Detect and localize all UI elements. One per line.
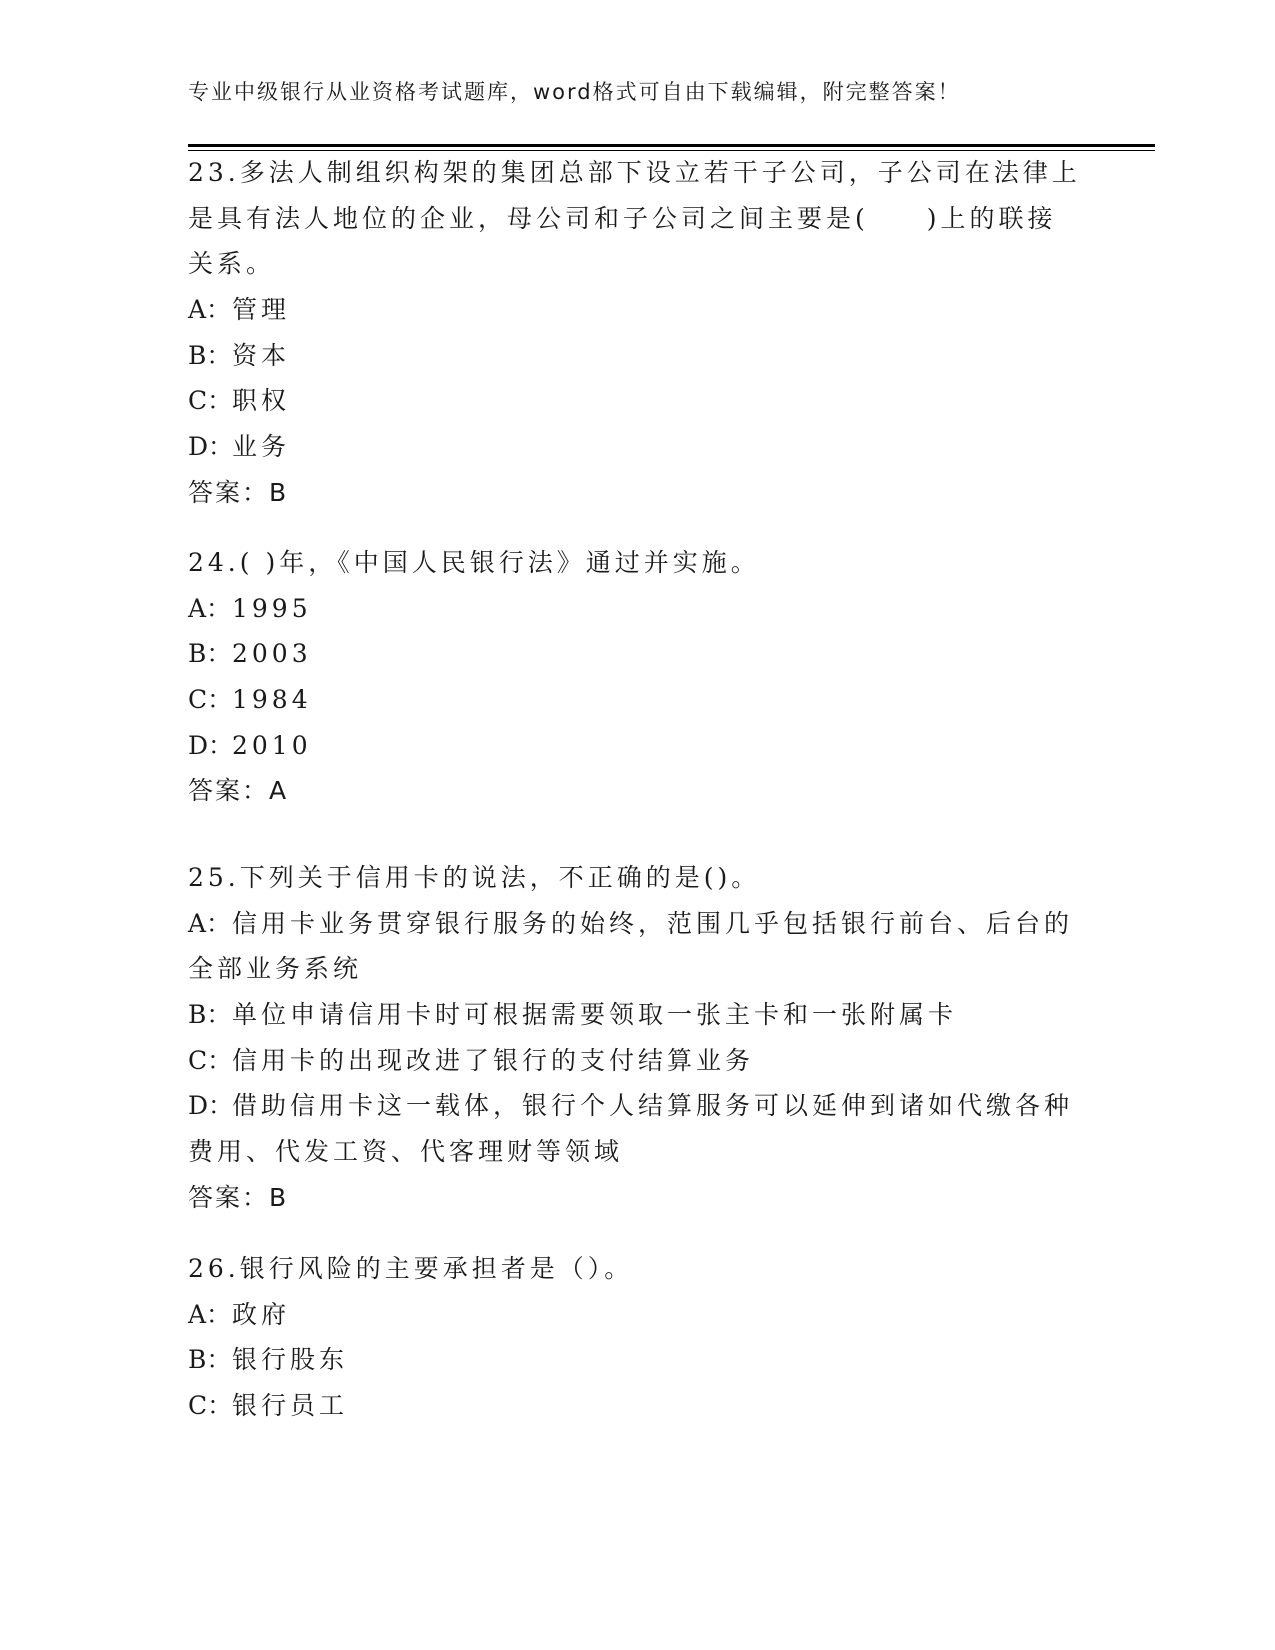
answer-value: B xyxy=(269,477,288,507)
option-d-continuation: 费用、代发工资、代客理财等领域 xyxy=(188,1137,624,1167)
option-c xyxy=(188,1038,1088,1084)
answer-line xyxy=(188,470,1088,516)
question-stem-line: 23.多法人制组织构架的集团总部下设立若干子公司，子公司在法律上 xyxy=(188,158,1081,187)
option-a xyxy=(188,901,1088,947)
option-text: 银行股东 xyxy=(232,1345,349,1375)
answer-value: A xyxy=(269,776,288,806)
question-24 xyxy=(188,540,1088,814)
answer-label: 答案： xyxy=(188,776,270,806)
option-text: 政府 xyxy=(232,1299,291,1329)
option-d xyxy=(188,1083,1088,1129)
option-d xyxy=(188,424,1088,470)
option-text: 管理 xyxy=(232,295,291,325)
option-b xyxy=(188,333,1088,379)
option-key: C： xyxy=(188,386,233,416)
answer-value: B xyxy=(269,1182,288,1212)
option-key: B： xyxy=(188,1345,232,1375)
option-key: C： xyxy=(188,1045,233,1075)
page-header: 专业中级银行从业资格考试题库，word格式可自由下载编辑，附完整答案！ xyxy=(188,80,961,104)
option-c xyxy=(188,1383,1088,1429)
option-text: 业务 xyxy=(232,432,291,462)
option-b xyxy=(188,631,1088,677)
option-c xyxy=(188,378,1088,424)
option-text: 信用卡业务贯穿银行服务的始终，范围几乎包括银行前台、后台的 xyxy=(232,908,1074,938)
answer-label: 答案： xyxy=(188,1182,270,1212)
option-c xyxy=(188,677,1088,723)
option-a xyxy=(188,287,1088,333)
option-text: 借助信用卡这一载体，银行个人结算服务可以延伸到诸如代缴各种 xyxy=(232,1091,1074,1121)
question-stem-line: 25.下列关于信用卡的说法，不正确的是()。 xyxy=(188,863,761,892)
header-rule-thick xyxy=(188,144,1155,147)
option-text: 1995 xyxy=(232,593,312,623)
question-25 xyxy=(188,855,1088,1221)
option-a xyxy=(188,1292,1088,1338)
option-key: A： xyxy=(188,295,232,325)
option-key: A： xyxy=(188,593,232,623)
answer-label: 答案： xyxy=(188,477,270,507)
option-b xyxy=(188,992,1088,1038)
option-key: A： xyxy=(188,908,232,938)
option-b xyxy=(188,1337,1088,1383)
answer-line xyxy=(188,768,1088,814)
option-d xyxy=(188,723,1088,769)
option-key: C： xyxy=(188,685,233,715)
option-text: 单位申请信用卡时可根据需要领取一张主卡和一张附属卡 xyxy=(232,1000,958,1030)
question-stem-line: 24.( )年，《中国人民银行法》通过并实施。 xyxy=(188,548,760,577)
option-key: D： xyxy=(188,730,234,760)
option-key: A： xyxy=(188,1299,232,1329)
option-text: 信用卡的出现改进了银行的支付结算业务 xyxy=(232,1045,755,1075)
option-text: 1984 xyxy=(232,685,312,715)
option-text: 2010 xyxy=(232,730,312,760)
option-text: 职权 xyxy=(232,386,291,416)
option-text: 银行员工 xyxy=(232,1391,349,1421)
question-23 xyxy=(188,150,1088,516)
question-stem-line: 26.银行风险的主要承担者是（）。 xyxy=(188,1254,634,1283)
option-a-continuation: 全部业务系统 xyxy=(188,954,363,984)
option-key: D： xyxy=(188,1091,234,1121)
option-text: 2003 xyxy=(232,639,312,669)
question-26 xyxy=(188,1246,1088,1429)
option-key: B： xyxy=(188,340,232,370)
question-stem-line: 是具有法人地位的企业，母公司和子公司之间主要是( )上的联接 xyxy=(188,203,1057,233)
option-key: B： xyxy=(188,1000,232,1030)
option-key: C： xyxy=(188,1391,233,1421)
option-key: B： xyxy=(188,639,232,669)
answer-line xyxy=(188,1175,1088,1221)
option-text: 资本 xyxy=(232,340,291,370)
option-key: D： xyxy=(188,432,234,462)
option-a xyxy=(188,586,1088,632)
question-stem-line: 关系。 xyxy=(188,249,276,279)
